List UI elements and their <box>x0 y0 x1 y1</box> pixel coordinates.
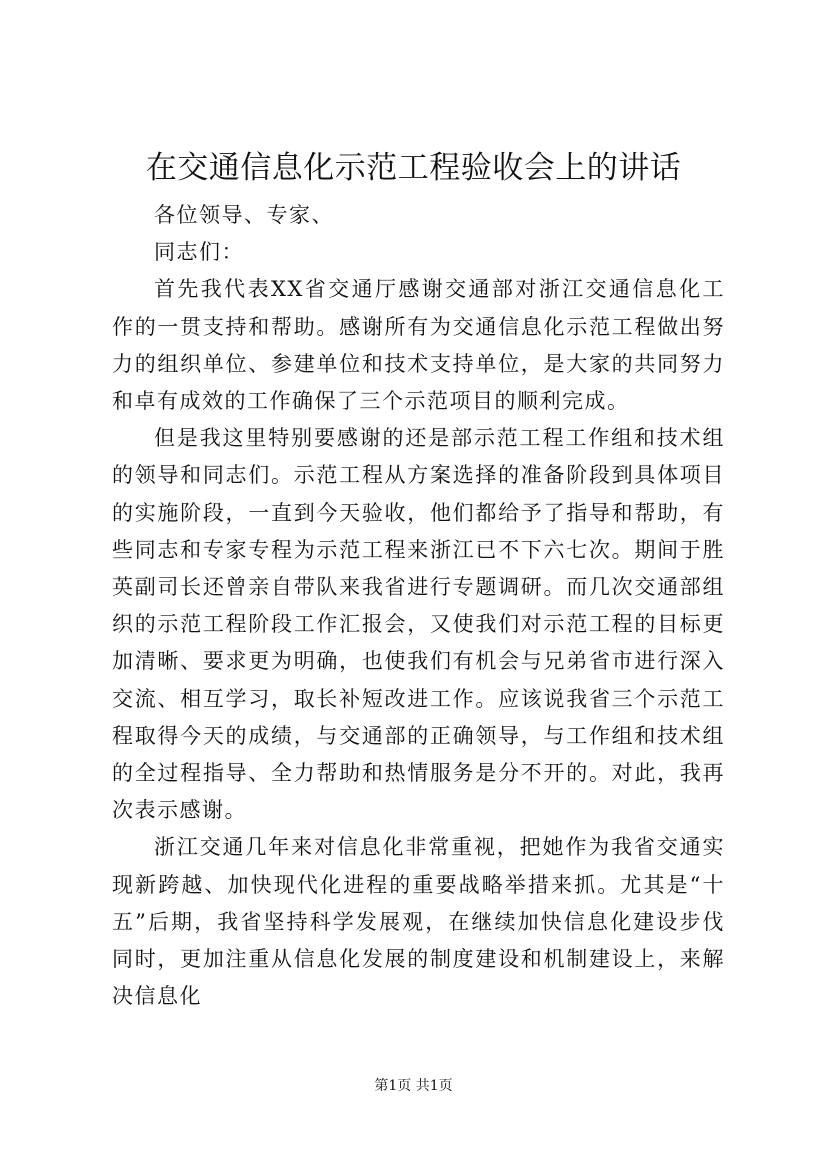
document-body <box>112 197 725 1015</box>
salutation-line-1: 各位领导、专家、 <box>154 203 334 227</box>
body-paragraph-2: 但是我这里特别要感谢的还是部示范工程工作组和技术组的领导和同志们。示范工程从方案选择的准备阶段到具体项目的实施阶段，一直到今天验收，他们都给予了指导和帮助，有些同志和专家专程为示范工程来浙江已不下六七次。期间于胜英副司长还曾亲自带队来我省进行专题调研。而几次交通部组织的示范工程阶段工作汇报会，又使我们对示范工程的目标更加清晰、要求更为明确，也使我们有机会与兄弟省市进行深入交流、相互学习，取长补短改进工作。应该说我省三个示范工程取得今天的成绩，与交通部的正确领导，与工作组和技术组的全过程指导、全力帮助和热情服务是分不开的。对此，我再次表示感谢。 <box>112 426 725 823</box>
salutation-line-2: 同志们： <box>154 240 244 265</box>
page-footer: 第1页 共1页 <box>374 1078 453 1094</box>
document-title: 在交通信息化示范工程验收会上的讲话 <box>145 150 682 186</box>
body-paragraph-3: 浙江交通几年来对信息化非常重视，把她作为我省交通实现新跨越、加快现代化进程的重要战略举措来抓。尤其是“十五”后期，我省坚持科学发展观，在继续加快信息化建设步伐同时，更加注重从信息化发展的制度建设和机制建设上，来解决信息化 <box>112 835 725 1009</box>
body-paragraph-1: 首先我代表XX省交通厅感谢交通部对浙江交通信息化工作的一贯支持和帮助。感谢所有为交通信息化示范工程做出努力的组织单位、参建单位和技术支持单位，是大家的共同努力和卓有成效的工作确保了三个示范项目的顺利完成。 <box>112 277 725 414</box>
